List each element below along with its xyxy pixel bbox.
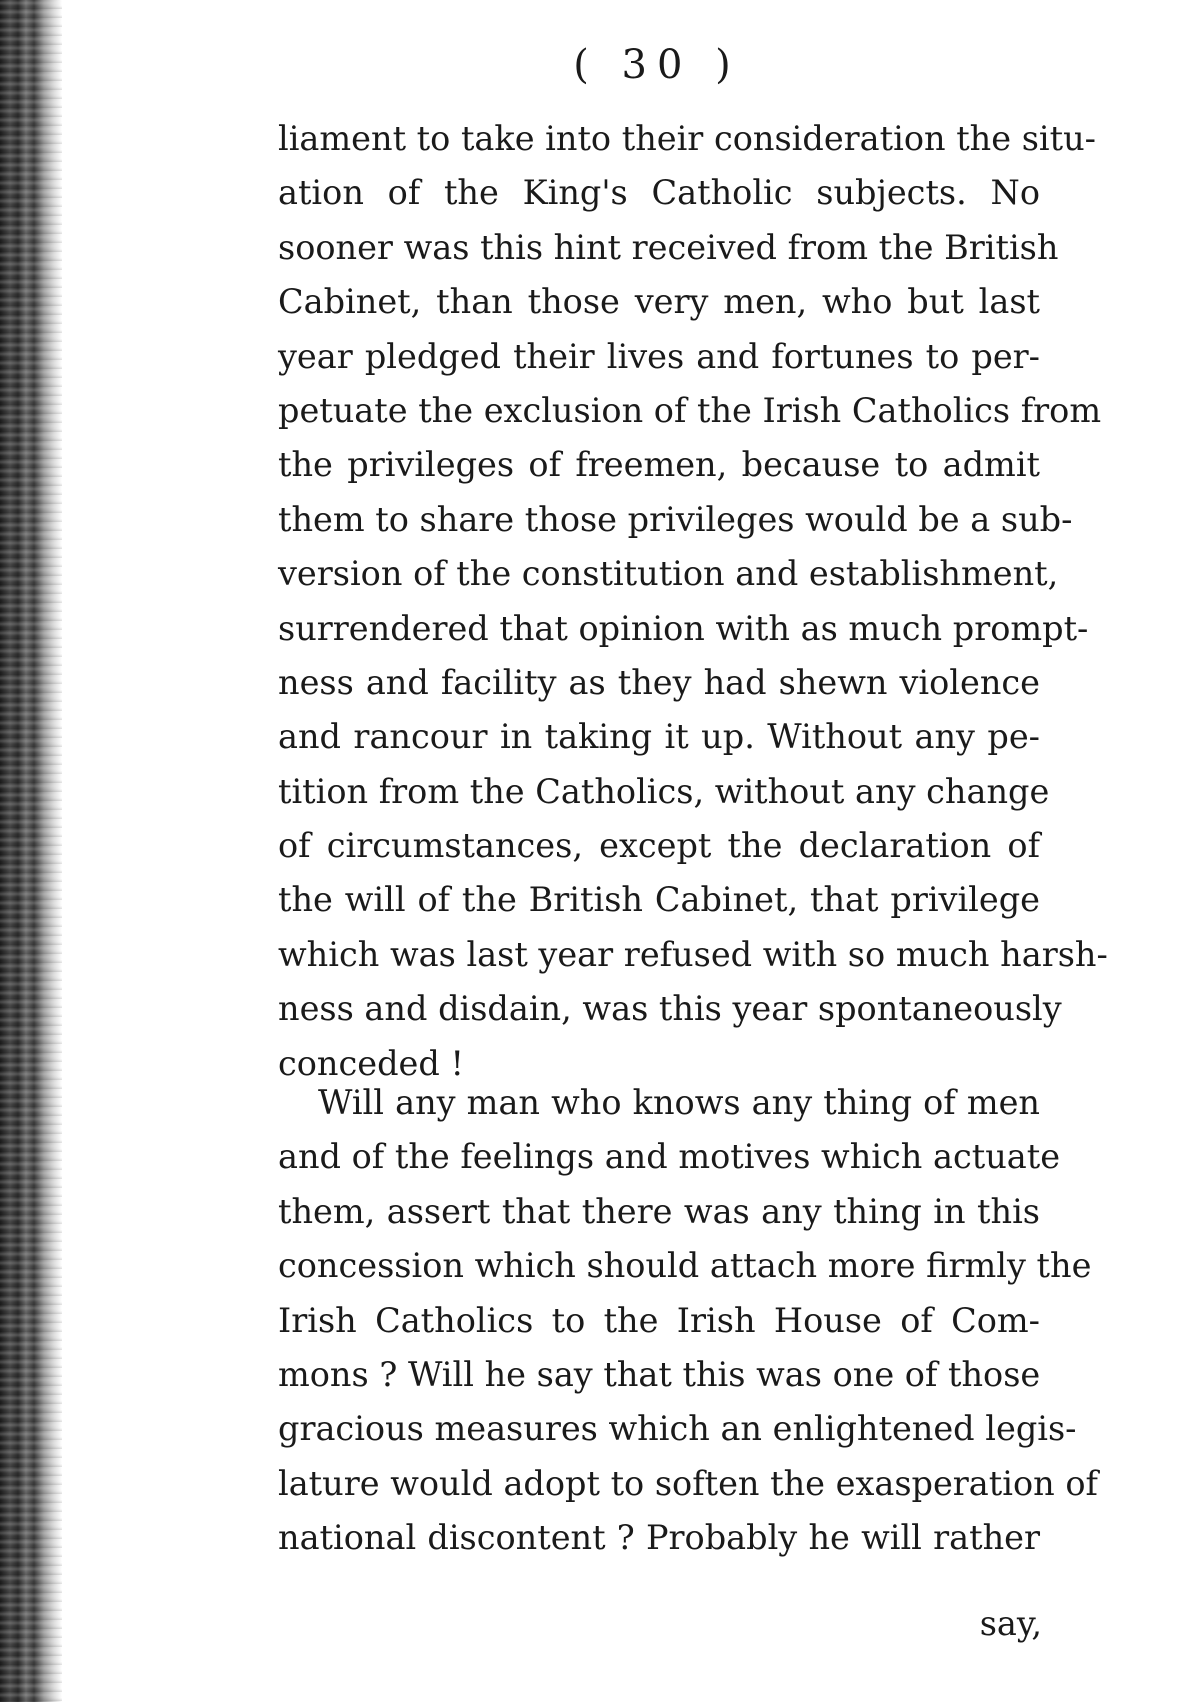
text-line: ness and facility as they had shewn violence <box>278 662 1040 702</box>
text-line: mons ? Will he say that this was one of those <box>278 1354 1041 1394</box>
text-line: the will of the British Cabinet, that privilege <box>278 880 1040 920</box>
page-number: ( 30 ) <box>573 42 741 88</box>
text-line: Cabinet, than those very men, who but last <box>278 282 1040 322</box>
text-line: gracious measures which an enlightened legis- <box>278 1409 1077 1449</box>
text-line: ness and disdain, was this year spontaneously <box>278 989 1062 1029</box>
text-line: surrendered that opinion with as much prompt- <box>278 608 1089 648</box>
text-line: liament to take into their consideration the situ- <box>278 119 1096 158</box>
text-line: Will any man who knows any thing of men <box>318 1083 1040 1122</box>
text-line: lature would adopt to soften the exasperation of <box>278 1463 1098 1503</box>
text-line: tition from the Catholics, without any change <box>278 771 1050 811</box>
text-line: concession which should attach more firmly the <box>278 1246 1092 1286</box>
text-line: and rancour in taking it up. Without any pe- <box>278 717 1040 757</box>
paragraph-2 <box>278 1076 1098 1566</box>
text-line: Irish Catholics to the Irish House of Com- <box>278 1300 1040 1340</box>
text-line: conceded ! <box>278 1043 464 1083</box>
text-line: national discontent ? Probably he will rather <box>278 1518 1040 1558</box>
text-line: the privileges of freemen, because to admit <box>278 445 1040 485</box>
text-line: and of the feelings and motives which actuate <box>278 1137 1061 1177</box>
text-line: year pledged their lives and fortunes to per- <box>278 336 1040 376</box>
text-line: of circumstances, except the declaration of <box>278 826 1040 866</box>
text-line: which was last year refused with so much harsh- <box>278 934 1108 974</box>
text-line: version of the constitution and establishment, <box>278 554 1059 594</box>
text-line: them, assert that there was any thing in this <box>278 1191 1040 1231</box>
page-binding-edge <box>0 0 62 1702</box>
text-line: ation of the King's Catholic subjects. No <box>278 173 1040 213</box>
text-line: them to share those privileges would be a sub- <box>278 499 1073 539</box>
paragraph-1 <box>278 112 1108 1091</box>
text-line: petuate the exclusion of the Irish Catholics from <box>278 390 1102 430</box>
catchword: say, <box>979 1604 1042 1643</box>
text-line: sooner was this hint received from the British <box>278 227 1059 267</box>
